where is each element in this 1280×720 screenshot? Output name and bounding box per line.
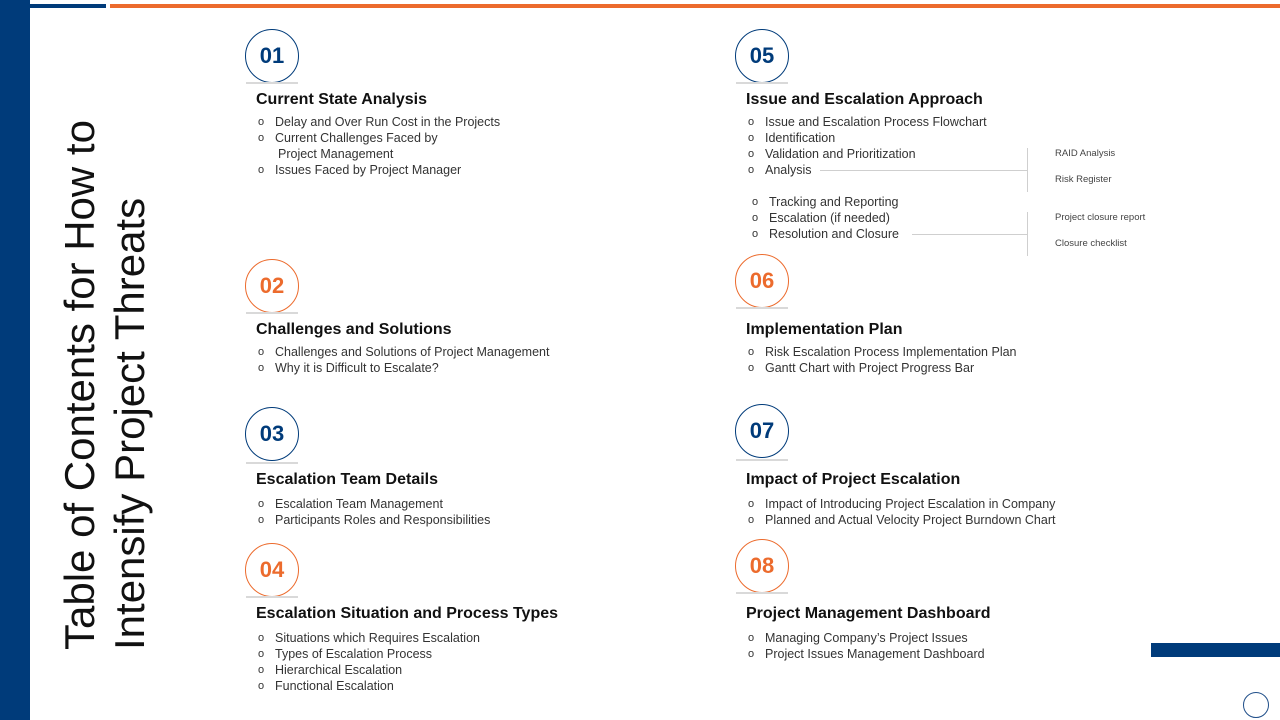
- section-title: Challenges and Solutions: [256, 321, 452, 338]
- section-title: Escalation Situation and Process Types: [256, 605, 559, 622]
- section-number-badge: 02: [245, 259, 299, 313]
- section-title: Current State Analysis: [256, 91, 428, 108]
- sub-note: Project closure report: [1055, 212, 1146, 223]
- list-item: o Analysis: [746, 162, 987, 178]
- list-item: o Current Challenges Faced by: [256, 130, 500, 146]
- list-item: o Impact of Introducing Project Escalation in Company: [746, 496, 1055, 512]
- section-list: [746, 344, 1017, 376]
- page-title: Table of Contents for How to Intensify Project Threats: [56, 120, 153, 650]
- list-item: o Why it is Difficult to Escalate?: [256, 360, 549, 376]
- badge-underline: [736, 592, 788, 594]
- list-item: o Challenges and Solutions of Project Management: [256, 344, 549, 360]
- list-item: o Tracking and Reporting: [750, 194, 899, 210]
- section-number-badge: 08: [735, 539, 789, 593]
- list-item: o Validation and Prioritization: [746, 146, 987, 162]
- list-item: o Escalation (if needed): [750, 210, 899, 226]
- section-title: Implementation Plan: [746, 321, 903, 338]
- list-item: o Managing Company’s Project Issues: [746, 630, 985, 646]
- section-title: Issue and Escalation Approach: [746, 91, 983, 108]
- list-item: o Issue and Escalation Process Flowchart: [746, 114, 987, 130]
- badge-underline: [246, 312, 298, 314]
- section-number-badge: 05: [735, 29, 789, 83]
- sub-note: Risk Register: [1055, 174, 1112, 185]
- top-accent-orange: [110, 4, 1280, 8]
- list-item: o Delay and Over Run Cost in the Projects: [256, 114, 500, 130]
- section-list-continued: [750, 194, 899, 242]
- corner-circle-decoration: [1243, 692, 1269, 718]
- list-item: o Issues Faced by Project Manager: [256, 162, 500, 178]
- right-accent-bar: [1151, 643, 1280, 657]
- list-item: o Functional Escalation: [256, 678, 480, 694]
- section-list: [746, 630, 985, 662]
- section-list: [256, 114, 500, 178]
- badge-underline: [246, 596, 298, 598]
- badge-underline: [246, 82, 298, 84]
- section-number-badge: 04: [245, 543, 299, 597]
- badge-underline: [736, 307, 788, 309]
- list-item: o Planned and Actual Velocity Project Burndown Chart: [746, 512, 1055, 528]
- section-number-badge: 01: [245, 29, 299, 83]
- list-item: o Participants Roles and Responsibilities: [256, 512, 490, 528]
- list-item: o Gantt Chart with Project Progress Bar: [746, 360, 1017, 376]
- section-title: Impact of Project Escalation: [746, 471, 961, 488]
- list-item: o Project Issues Management Dashboard: [746, 646, 985, 662]
- list-item: o Resolution and Closure: [750, 226, 899, 242]
- section-list: [256, 630, 480, 694]
- section-number-badge: 06: [735, 254, 789, 308]
- connector-line: [820, 170, 1028, 171]
- section-title: Project Management Dashboard: [746, 605, 991, 622]
- section-list: [256, 496, 490, 528]
- list-item: o Situations which Requires Escalation: [256, 630, 480, 646]
- connector-bracket: [1027, 212, 1028, 256]
- connector-bracket: [1027, 148, 1028, 192]
- list-item: o Types of Escalation Process: [256, 646, 480, 662]
- connector-line: [912, 234, 1028, 235]
- list-item: o Risk Escalation Process Implementation Plan: [746, 344, 1017, 360]
- list-item: o Escalation Team Management: [256, 496, 490, 512]
- badge-underline: [736, 459, 788, 461]
- sub-note: Closure checklist: [1055, 238, 1127, 249]
- section-number-badge: 03: [245, 407, 299, 461]
- badge-underline: [246, 462, 298, 464]
- section-list: [746, 114, 987, 178]
- section-list: [256, 344, 549, 376]
- top-accent-blue: [30, 4, 106, 8]
- section-title: Escalation Team Details: [256, 471, 438, 488]
- list-item: o Hierarchical Escalation: [256, 662, 480, 678]
- list-item: o Identification: [746, 130, 987, 146]
- sub-note: RAID Analysis: [1055, 148, 1116, 159]
- badge-underline: [736, 82, 788, 84]
- section-number-badge: 07: [735, 404, 789, 458]
- section-list: [746, 496, 1055, 528]
- left-accent-bar: [0, 0, 30, 720]
- list-item: Project Management: [278, 147, 394, 161]
